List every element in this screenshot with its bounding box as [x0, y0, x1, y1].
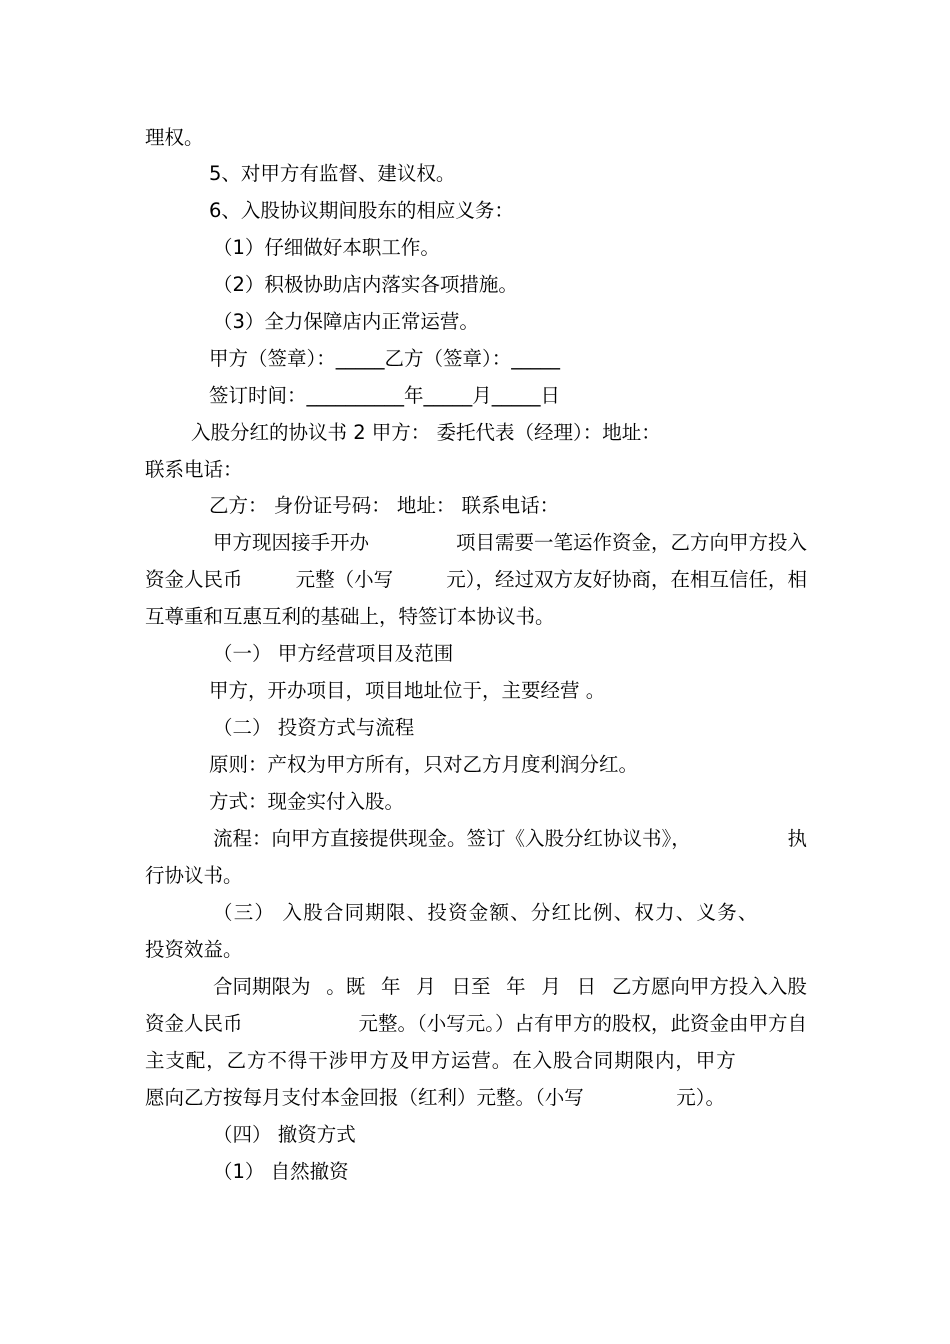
text-segment: 年: [506, 975, 526, 998]
text-segment: 合同期限为: [213, 975, 311, 998]
text-line: [145, 1086, 725, 1110]
text-segment: 日至: [451, 975, 491, 998]
signature-line: 甲方（签章）：_____乙方（签章）：_____: [209, 347, 561, 370]
text-line: 5、对甲方有监督、建议权。: [209, 162, 456, 185]
text-segment: 月: [416, 975, 436, 998]
text-line: [145, 531, 807, 555]
text-segment: 乙方愿向甲方投入入股: [611, 975, 807, 998]
text-segment: 项目需要一笔运作资金，乙方向甲方投入: [455, 531, 807, 554]
text-segment: 执: [787, 827, 807, 850]
text-segment: 愿向乙方按每月支付本金回报（红利）元整。（小写: [145, 1086, 584, 1109]
section-heading: （四） 撤资方式: [213, 1123, 356, 1146]
text-segment: 。既: [326, 975, 366, 998]
section-heading: （一） 甲方经营项目及范围: [213, 642, 454, 665]
text-segment: 年: [380, 975, 401, 998]
text-segment: 元整（小写: [295, 568, 394, 591]
text-line: （2）积极协助店内落实各项措施。: [213, 273, 518, 296]
text-segment: 甲方现因接手开办: [213, 531, 370, 554]
text-line: （3）全力保障店内正常运营。: [213, 310, 479, 333]
text-segment: 元），经过双方友好协商，在相互信任，相: [446, 568, 807, 591]
text-line: [145, 1012, 807, 1036]
text-line: 甲方，开办项目，项目地址位于，主要经营 。: [209, 679, 606, 702]
text-segment: 日: [576, 975, 597, 998]
text-segment: 月: [541, 975, 561, 998]
text-line: 主支配，乙方不得干涉甲方及甲方运营。在入股合同期限内，甲方: [145, 1049, 737, 1072]
text-line: 方式：现金实付入股。: [209, 790, 405, 813]
text-segment: 资金人民币: [145, 1012, 243, 1035]
text-segment: 流程：向甲方直接提供现金。签订《入股分红协议书》，: [213, 827, 691, 850]
text-line: 原则：产权为甲方所有，只对乙方月度利润分红。: [209, 753, 639, 776]
section-heading: 入股分红的协议书 2 甲方： 委托代表（经理）：地址：: [191, 421, 661, 444]
signing-date-line: 签订时间：__________年_____月_____日: [209, 384, 561, 407]
text-line: （1）仔细做好本职工作。: [213, 236, 440, 259]
text-line: [145, 568, 807, 592]
section-heading: （二） 投资方式与流程: [213, 716, 415, 739]
text-segment: 元整。（小写元。）占有甲方的股权，此资金由甲方自: [358, 1012, 807, 1035]
section-heading: （三） 入股合同期限、投资金额、分红比例、权力、义务、: [213, 901, 759, 924]
text-line: 6、入股协议期间股东的相应义务：: [209, 199, 514, 222]
text-line: 互尊重和互惠互利的基础上，特签订本协议书。: [145, 605, 555, 628]
text-line: 行协议书。: [145, 864, 243, 887]
text-line: （1） 自然撤资: [213, 1160, 349, 1183]
text-line: [145, 975, 807, 999]
text-line: 理权。: [145, 126, 204, 149]
text-line: [145, 827, 807, 851]
text-line: 联系电话：: [145, 458, 243, 481]
text-segment: 元）。: [676, 1086, 725, 1109]
text-segment: 资金人民币: [145, 568, 243, 591]
text-line: 乙方： 身份证号码： 地址： 联系电话：: [209, 494, 560, 517]
text-line: 投资效益。: [145, 938, 243, 961]
